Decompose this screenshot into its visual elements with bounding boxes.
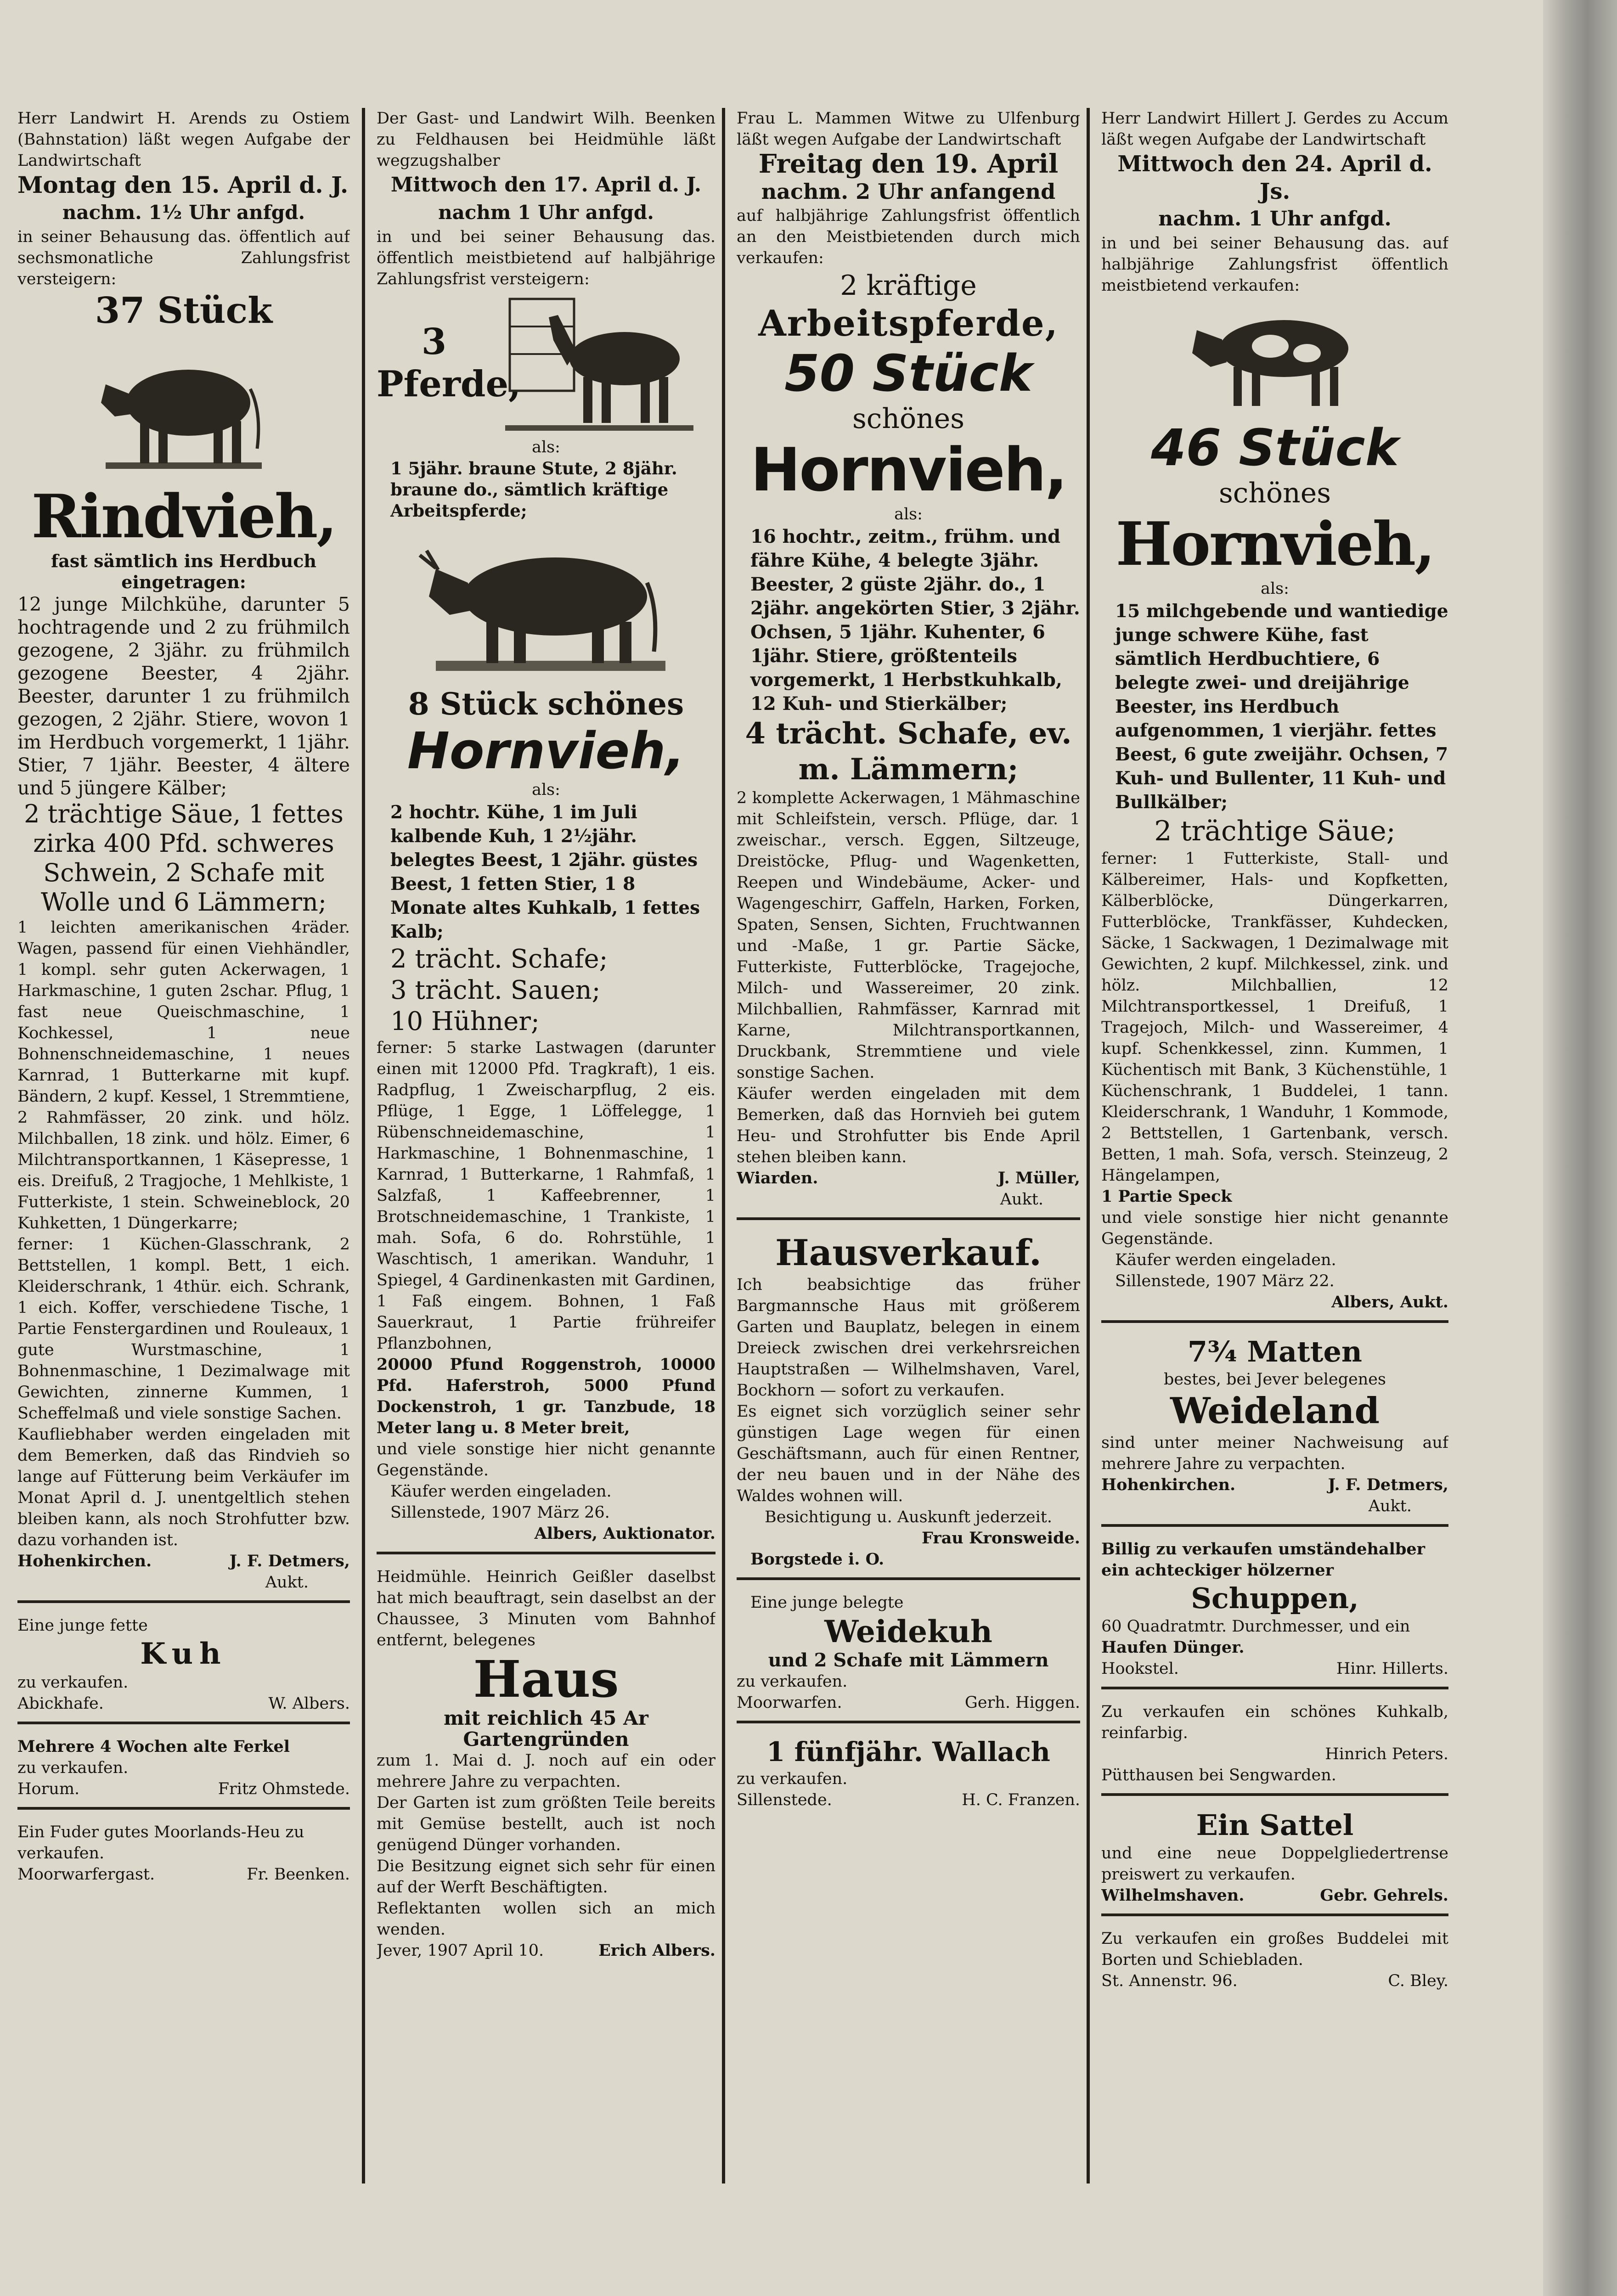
owner-name: Frau Kronsweide. — [922, 1529, 1080, 1548]
ad-house-lease — [377, 1566, 716, 1969]
place-date: Sillenstede, 1907 März 22. — [1115, 1272, 1335, 1290]
place: Pütthausen bei Sengwarden. — [1101, 1766, 1336, 1784]
garden-note: Der Garten ist zum größten Teile bereits mit Gemüse bestellt, auch ist noch genügend Dünger vorhanden. — [377, 1794, 716, 1854]
place: Hookstel. — [1101, 1660, 1179, 1678]
signature — [17, 1551, 350, 1572]
ad-intro: Herr Landwirt H. Arends zu Ostiem (Bahnstation) läßt wegen Aufgabe der Landwirtschaft — [17, 109, 350, 170]
column-4 — [1101, 108, 1448, 2183]
auction-time: nachm. 1 Uhr anfgd. — [1158, 207, 1392, 231]
ad-title: 7¾ Matten — [1188, 1335, 1362, 1368]
seller: H. C. Franzen. — [962, 1791, 1080, 1809]
auction-ad-mammen — [737, 108, 1080, 1220]
als-label: als: — [532, 781, 560, 799]
closing-note: Käufer werden eingeladen mit dem Bemerken, daß das Hornvieh bei gutem Heu- und Strohfutter bis Ende April stehen bleiben kann. — [737, 1085, 1080, 1166]
invite-note: Käufer werden eingeladen. — [390, 1482, 612, 1501]
ad-subtitle: bestes, bei Jever belegenes — [1164, 1370, 1386, 1389]
seller: Fritz Ohmstede. — [218, 1780, 350, 1798]
ad-pasture-cow — [737, 1592, 1080, 1723]
horses-line-1: 2 kräftige — [840, 270, 977, 302]
reflect-note: Reflektanten wollen sich an mich wenden. — [377, 1899, 716, 1939]
owner-place: Borgstede i. O. — [750, 1550, 885, 1569]
sale-note: zu verkaufen. — [737, 1672, 848, 1691]
place-date: Jever, 1907 April 10. — [377, 1941, 544, 1960]
sheep-line: 2 trächt. Schafe; — [390, 944, 608, 974]
ad-title: Haus — [473, 1649, 619, 1709]
location-note: Die Besitzung eignet sich sehr für einen auf der Werft Beschäftigten. — [377, 1857, 716, 1896]
auction-date: Freitag den 19. April — [758, 149, 1059, 179]
cattle-list: 12 junge Milchkühe, darunter 5 hochtragende und 2 zu frühmilch gezogene, 2 3jähr. zu frühmilch gezogene Beester, 4 2jähr. Beester, darunter 1 zu frühmilch gezogen, 2 2jähr. Stiere, wovon 1 im Herdbuch vorgemerkt, 1 1jähr. Stier, 7 1jähr. Beester, 4 ältere und 5 jüngere Kälber; — [17, 593, 350, 799]
suitability-note: Es eignet sich vorzüglich seiner sehr günstigen Lage wegen für einen Geschäftsmann, auch für einen Rentner, der neu bauen und in der Nähe des Waldes wohnen will. — [737, 1402, 1080, 1505]
seller: Fr. Beenken. — [247, 1865, 350, 1884]
ad-intro: Herr Landwirt Hillert J. Gerdes zu Accum läßt wegen Aufgabe der Landwirtschaft — [1101, 109, 1448, 149]
sale-note: zu verkaufen. — [17, 1759, 129, 1777]
lot-count: 3 — [421, 321, 447, 363]
ad-calf — [1101, 1701, 1448, 1796]
als-label: als: — [894, 505, 923, 523]
schoenes-label: schönes — [852, 403, 965, 435]
ad-text: Ich beabsichtige das früher Bargmannsche Haus mit größerem Garten und Bauplatz, belegen in einem Dreieck zwischen drei verkehrsreichen Hauptstraßen — Wilhelmshaven, Varel, Bockhorn — sofort zu verkaufen. — [737, 1276, 1080, 1400]
ad-title: Rindvieh, — [31, 481, 336, 551]
place: Moorwarfen. — [737, 1694, 842, 1712]
ad-subtitle: mit reichlich 45 Ar Gartengründen — [444, 1707, 648, 1750]
ad-title: Kuh — [140, 1637, 227, 1671]
signature — [17, 1693, 350, 1714]
column-rule — [1087, 108, 1090, 2183]
auction-date: Mittwoch den 17. April d. J. — [390, 173, 702, 197]
auctioneer: Albers, Auktionator. — [534, 1524, 716, 1543]
als-label: als: — [1261, 580, 1289, 598]
seller: Gerh. Higgen. — [964, 1694, 1080, 1712]
ad-title: Hornvieh, — [750, 435, 1066, 505]
cow-illustration — [408, 528, 684, 679]
place: Wiarden. — [737, 1169, 818, 1187]
ad-text: Ein Fuder gutes Moorlands-Heu zu verkaufen. — [17, 1823, 304, 1863]
sale-note: zu verkaufen. — [17, 1673, 129, 1692]
ad-title: Pferde, — [377, 363, 521, 405]
place: Abickhafe. — [17, 1694, 104, 1713]
ad-title: Ein Sattel — [1196, 1808, 1354, 1842]
column-1 — [17, 108, 350, 2183]
signature — [737, 1790, 1080, 1811]
auction-terms: auf halbjährige Zahlungsfrist öffentlich an den Meistbietenden durch mich verkaufen: — [737, 207, 1080, 267]
ad-text: Mehrere 4 Wochen alte Ferkel — [17, 1737, 290, 1756]
ad-text: Zu verkaufen ein großes Buddelei mit Borten und Schiebladen. — [1101, 1930, 1448, 1969]
auction-ad-arends — [17, 108, 350, 1603]
ad-title-2: Weideland — [1170, 1390, 1380, 1432]
ad-title: 1 fünfjähr. Wallach — [766, 1736, 1050, 1767]
place-date: Sillenstede, 1907 März 26. — [390, 1503, 610, 1522]
ad-gelding — [737, 1735, 1080, 1818]
ad-intro: Heidmühle. Heinrich Geißler daselbst hat mich beauftragt, sein daselbst an der Chaussee, 3 Minuten vom Bahnhof entfernt, belegenes — [377, 1568, 716, 1649]
inventory-end: und viele sonstige hier nicht genannte Gegenstände. — [1101, 1209, 1448, 1248]
ad-text: Zu verkaufen ein schönes Kuhkalb, reinfarbig. — [1101, 1703, 1448, 1742]
cow-illustration — [1178, 303, 1371, 413]
invite-note: Käufer werden eingeladen. — [1115, 1251, 1336, 1269]
auction-time: nachm 1 Uhr anfgd. — [438, 201, 654, 224]
auction-date: Mittwoch den 24. April d. Js. — [1117, 151, 1432, 204]
sows-line: 2 trächtige Säue; — [1154, 815, 1396, 847]
herdbook-note: fast sämtlich ins Herdbuch eingetragen: — [51, 551, 317, 592]
signature — [377, 1940, 716, 1961]
ad-text: sind unter meiner Nachweisung auf mehrere Jahre zu verpachten. — [1101, 1434, 1448, 1473]
signature — [17, 1778, 350, 1800]
lease-terms: zum 1. Mai d. J. noch auf ein oder mehrere Jahre zu verpachten. — [377, 1751, 716, 1791]
signature — [1101, 1885, 1448, 1906]
ad-subtitle: und 2 Schafe mit Lämmern — [768, 1649, 1049, 1671]
place: Wilhelmshaven. — [1101, 1886, 1245, 1905]
auction-terms: in seiner Behausung das. öffentlich auf sechsmonatliche Zahlungsfrist versteigern: — [17, 228, 350, 288]
auction-ad-beenken — [377, 108, 716, 1554]
signature — [1101, 1658, 1448, 1679]
horse-list: 1 5jähr. braune Stute, 2 8jähr. braune do., sämtlich kräftige Arbeitspferde; — [390, 458, 677, 521]
auctioneer: Albers, Aukt. — [1331, 1293, 1448, 1311]
place: St. Annenstr. 96. — [1101, 1972, 1238, 1990]
inventory-list: ferner: 5 starke Lastwagen (darunter einen mit 12000 Pfd. Tragkraft), 1 eis. Radpflug, 1 Zweischarpflug, 2 eis. Pflüge, 1 Egge, 1 Löffelegge, 1 Rübenschneidemaschine, 1 Harkmaschine, 1 Bohnenmaschine, 1 Karnrad, 1 Butterkarne, 1 Rahmfaß, 1 Salzfaß, 1 Kaffeebrenner, 1 Brotschneidemaschine, 1 Trankiste, 1 mah. Sofa, 6 do. Rohrstühle, 1 Waschtisch, 1 amerikan. Wanduhr, 1 Spiegel, 4 Gardinenkasten mit Gardinen, 1 Faß eingem. Bohnen, 1 Faß Sauerkraut, 1 Partie frühreifer Pflanzbohnen, — [377, 1039, 716, 1353]
horse-illustration — [501, 290, 698, 437]
ad-shed — [1101, 1539, 1448, 1689]
auction-ad-gerdes — [1101, 108, 1448, 1323]
sale-note: zu verkaufen. — [737, 1770, 848, 1788]
ad-intro: Der Gast- und Landwirt Wilh. Beenken zu Feldhausen bei Heidmühle läßt wegzugshalber — [377, 109, 716, 170]
signature — [1101, 1970, 1448, 1992]
schoenes-label: schönes — [1218, 477, 1331, 509]
sows-line: 3 trächt. Sauen; — [390, 975, 601, 1005]
lot-count: 46 Stück — [1151, 418, 1399, 477]
horses-line-2: Arbeitspferde, — [758, 303, 1059, 344]
ad-title: Weidekuh — [824, 1614, 992, 1649]
ad-text: 60 Quadratmtr. Durchmesser, und ein — [1101, 1617, 1410, 1636]
auctioneer: J. Müller, — [997, 1169, 1080, 1187]
seller: W. Albers. — [268, 1694, 350, 1713]
signature — [17, 1864, 350, 1885]
straw-list: 20000 Pfund Roggenstroh, 10000 Pfd. Haferstroh, 5000 Pfund Dockenstroh, 1 gr. Tanzbude, 18 Meter lang u. 8 Meter breit, — [377, 1355, 716, 1437]
column-rule — [722, 108, 725, 2183]
visit-note: Besichtigung u. Auskunft jederzeit. — [765, 1508, 1052, 1526]
role: Aukt. — [265, 1573, 309, 1592]
als-label: als: — [532, 438, 560, 456]
role: Aukt. — [1000, 1190, 1043, 1209]
signature — [1101, 1474, 1448, 1496]
ad-bold: Haufen Dünger. — [1101, 1638, 1245, 1657]
ad-text: und eine neue Doppelgliedertrense preiswert zu verkaufen. — [1101, 1844, 1448, 1884]
signature — [737, 1692, 1080, 1713]
ad-intro: Frau L. Mammen Witwe zu Ulfenburg läßt wegen Aufgabe der Landwirtschaft — [737, 109, 1080, 149]
auction-terms: in und bei seiner Behausung das. auf halbjährige Zahlungsfrist öffentlich meistbietend verkaufen: — [1101, 234, 1448, 295]
inventory-list: ferner: 1 Futterkiste, Stall- und Kälbereimer, Hals- und Kopfketten, Kälberblöcke, Düngerkarren, Futterblöcke, Trankfässer, Kuhdecken, Säcke, 1 Sackwagen, 1 Dezimalwage mit Gewichten, 2 kupf. Milchkessel, zink. und hölz. Milchballien, 12 Milchtransportkessel, 1 Dreifuß, 1 Tragejoch, Milch- und Wassereimer, 4 kupf. Schenkkessel, zinn. Kummen, 1 Küchentisch mit Bank, 3 Küchenstühle, 1 Küchenschrank, 1 Buddelei, 1 tann. Kleiderschrank, 1 Wanduhr, 1 Kommode, 2 Bettstellen, 1 Gartenbank, versch. Betten, 1 mah. Sofa, versch. Steinzeug, 2 Hängelampen, — [1101, 850, 1448, 1185]
furniture-list: ferner: 1 Küchen-Glasschrank, 2 Bettstellen, 1 kompl. Bett, 1 eich. Kleiderschrank, 1 4thür. eich. Schrank, 1 eich. Koffer, verschiedene Tische, 1 Partie Fenstergardinen und Rouleaux, 1 gute Wurstmaschine, 1 Bohnenmaschine, 1 Dezimalwage mit Gewichten, zinnerne Kummen, 1 Scheffelmaß und viele sonstige Sachen. — [17, 1235, 350, 1423]
place: Moorwarfergast. — [17, 1865, 155, 1884]
column-rule — [362, 108, 365, 2183]
ad-head: Eine junge belegte — [750, 1593, 904, 1612]
ad-house-sale — [737, 1232, 1080, 1580]
auction-date: Montag den 15. April d. J. — [17, 171, 349, 198]
sheep-line: 4 trächt. Schafe, ev. m. Lämmern; — [745, 716, 1072, 787]
lot-count: 50 Stück — [784, 344, 1032, 403]
ad-meadow-lease — [1101, 1335, 1448, 1527]
seller: Gebr. Gehrels. — [1320, 1886, 1448, 1905]
role: Aukt. — [1368, 1497, 1412, 1515]
seller: Hinr. Hillerts. — [1336, 1660, 1448, 1678]
ad-title-2: Hornvieh, — [407, 721, 685, 780]
signature — [737, 1168, 1080, 1189]
place: Hohenkirchen. — [1101, 1475, 1236, 1494]
place: Sillenstede. — [737, 1791, 832, 1809]
cow-illustration — [96, 338, 271, 476]
page-edge — [1543, 0, 1617, 2296]
seller: Hinrich Peters. — [1325, 1745, 1448, 1763]
inventory-end: und viele sonstige hier nicht genannte Gegenstände. — [377, 1440, 716, 1480]
place: Horum. — [17, 1780, 80, 1798]
cattle-list: 16 hochtr., zeitm., frühm. und fähre Kühe, 4 belegte 3jähr. Beester, 2 güste 2jähr. do., 1 2jähr. angekörten Stier, 3 2jähr. Ochsen, 5 1jähr. Kuhenter, 6 1jähr. Stiere, größtenteils vorgemerkt, 1 Herbstkuhkalb, 12 Kuh- und Stierkälber; — [750, 526, 1080, 715]
ad-head: Eine junge fette — [17, 1616, 148, 1635]
lot-count: 37 Stück — [95, 290, 273, 332]
ad-title: Hornvieh, — [1116, 509, 1434, 579]
place: Hohenkirchen. — [17, 1552, 152, 1570]
ad-saddle — [1101, 1808, 1448, 1916]
speck-line: 1 Partie Speck — [1101, 1187, 1232, 1206]
cattle-list: 15 milchgebende und wantiedige junge schwere Kühe, fast sämtlich Herdbuchtiere, 6 belegte zwei- und dreijährige Beester, ins Herdbuch aufgenommen, 1 vierjähr. fettes Beest, 6 gute zweijähr. Ochsen, 7 Kuh- und Bullenter, 11 Kuh- und Bullkälber; — [1115, 601, 1448, 813]
auction-time: nachm. 2 Uhr anfangend — [761, 179, 1056, 204]
cattle-list: 2 hochtr. Kühe, 1 im Juli kalbende Kuh, 1 2½jähr. belegtes Beest, 1 2jähr. güstes Beest, 1 fetten Stier, 1 8 Monate altes Kuhkalb, 1 fettes Kalb; — [390, 802, 700, 942]
auctioneer: J. F. Detmers, — [1328, 1475, 1448, 1494]
ad-hay — [17, 1822, 350, 1892]
column-2 — [377, 108, 716, 2183]
auction-terms: in und bei seiner Behausung das. öffentlich meistbietend auf halbjährige Zahlungsfrist versteigern: — [377, 228, 716, 288]
column-3 — [737, 108, 1080, 2183]
ad-head: Billig zu verkaufen umständehalber ein achteckiger hölzerner — [1101, 1540, 1425, 1580]
closing-note: Kaufliebhaber werden eingeladen mit dem Bemerken, daß das Rindvieh so lange auf Fütterung beim Verkäufer im Monat April d. J. unentgeltlich stehen bleiben kann, als noch Strohfutter bzw. dazu vorhanden ist. — [17, 1425, 350, 1549]
ad-cow-for-sale — [17, 1615, 350, 1724]
auctioneer: J. F. Detmers, — [229, 1552, 350, 1570]
ad-title: Hausverkauf. — [775, 1232, 1042, 1274]
name: Erich Albers. — [598, 1941, 716, 1960]
lot-count-2: 8 Stück schönes — [408, 686, 684, 722]
seller: C. Bley. — [1388, 1972, 1448, 1990]
inventory-list: 2 komplette Ackerwagen, 1 Mähmaschine mit Schleifstein, versch. Pflüge, dar. 1 zweischar., versch. Eggen, Siltzeuge, Dreistöcke, Pflug- und Wagenketten, Reepen und Windebäume, Acker- und Wagengeschirr, Gaffeln, Harken, Forken, Spaten, Sensen, Sichten, Fruchtwannen und -Maße, 1 gr. Partie Säcke, Futterkiste, Futterblöcke, Tragejoche, Milch- und Wassereimer, 20 zink. Milchballien, Rahmfässer, Karnrad mit Karne, Milchtransportkannen, Druckbank, Stremmtiene und viele sonstige Sachen. — [737, 789, 1080, 1082]
horse-heading — [377, 321, 521, 405]
ad-cupboard — [1101, 1928, 1448, 1999]
hens-line: 10 Hühner; — [390, 1007, 540, 1036]
auction-time: nachm. 1½ Uhr anfgd. — [62, 201, 305, 224]
horse-block — [377, 290, 716, 437]
ad-title: Schuppen, — [1191, 1581, 1359, 1615]
pigs-sheep-list: 2 trächtige Säue, 1 fettes zirka 400 Pfd. schweres Schwein, 2 Schafe mit Wolle und 6 Lämmern; — [24, 799, 344, 917]
ad-piglets — [17, 1736, 350, 1810]
inventory-list: 1 leichten amerikanischen 4räder. Wagen, passend für einen Viehhändler, 1 kompl. sehr guten Ackerwagen, 1 Harkmaschine, 1 guten 2schar. Pflug, 1 fast neue Queischmaschine, 1 Kochkessel, 1 neue Bohnenschneidemaschine, 1 neues Karnrad, 1 Butterkarne mit kupf. Bändern, 2 kupf. Kessel, 1 Stremmtiene, 2 Rahmfässer, 20 zink. und hölz. Milchballen, 18 zink. und hölz. Eimer, 6 Milchtransportkannen, 1 Käsepresse, 1 eis. Dreifuß, 2 Tragjoche, 1 Mehlkiste, 1 Futterkiste, 1 stein. Schweineblock, 20 Kuhketten, 1 Düngerkarre; — [17, 918, 350, 1232]
